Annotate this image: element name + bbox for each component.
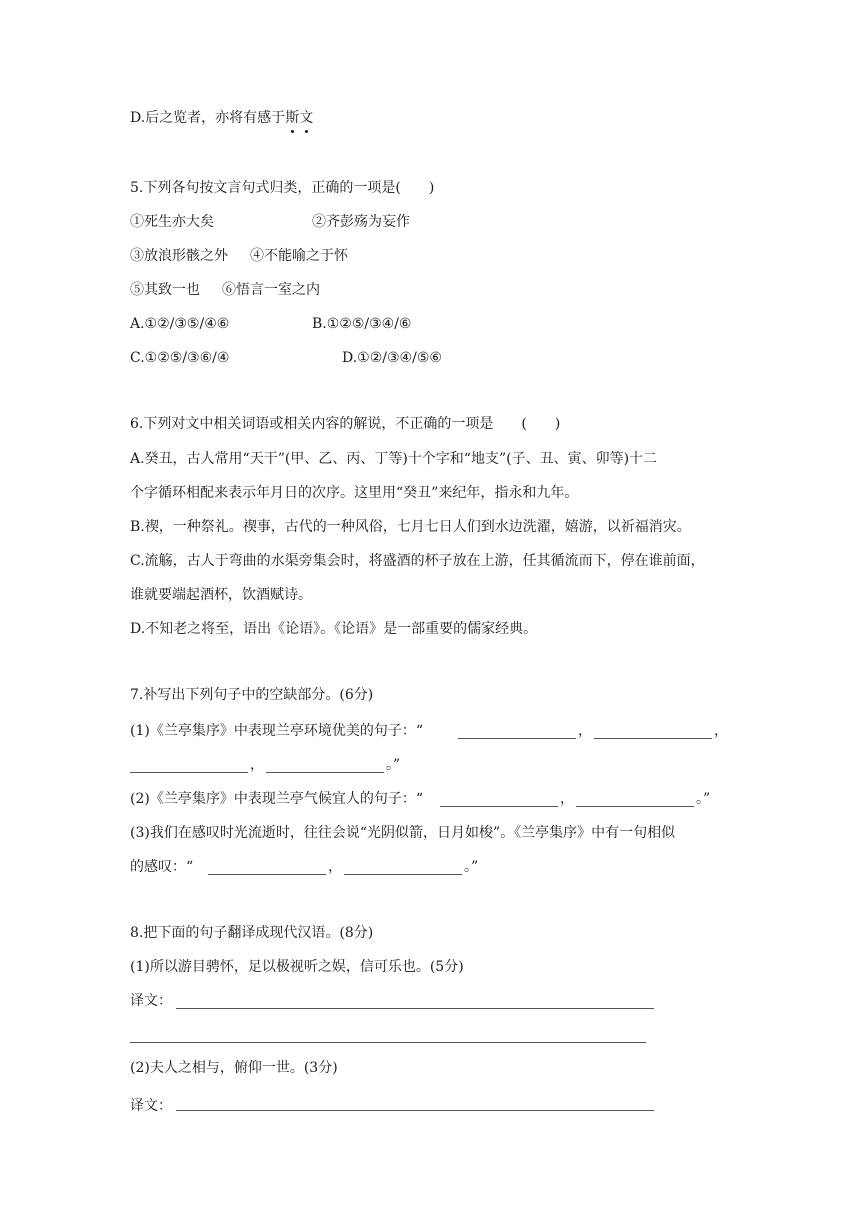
q7-blank-7[interactable] [208, 874, 326, 875]
q8-sentence-1: (1)所以游目骋怀，足以极视听之娱，信可乐也。(5分) [130, 959, 464, 975]
q7-part2-text: (2)《兰亭集序》中表现兰亭气候宜人的句子：“ [130, 791, 423, 807]
q7-blank-6[interactable] [576, 806, 694, 807]
q7-blank-8[interactable] [344, 874, 462, 875]
q4-option-d-text: D.后之览者，亦将有感于 [130, 110, 286, 126]
q7-comma-1: ， [578, 723, 592, 739]
q8-answer-label-1: 译文： [130, 993, 172, 1009]
q7-part3-line-1: (3)我们在感叹时光流逝时，往往会说“光阴似箭，日月如梭”。《兰亭集序》中有一句相似 [130, 825, 676, 841]
q8-answer-line-3[interactable] [176, 1110, 654, 1111]
q7-blank-4[interactable] [266, 772, 384, 773]
q7-end-1: 。” [386, 757, 401, 773]
q5-item-6: ⑥悟言一室之内 [222, 282, 320, 298]
q7-comma-5: ， [328, 859, 342, 875]
q7-blank-1[interactable] [458, 738, 576, 739]
q8-answer-line-2[interactable] [130, 1042, 646, 1043]
q5-item-5: ⑤其致一也 [130, 282, 200, 298]
q7-stem: 7.补写出下列句子中的空缺部分。(6分) [130, 687, 374, 703]
q6-line-3: B.禊，一种祭礼。禊事，古代的一种风俗，七月七日人们到水边洗濯，嬉游，以祈福消灾。 [130, 519, 691, 535]
q7-end-3: 。” [464, 859, 479, 875]
q5-stem: 5.下列各句按文言句式归类，正确的一项是( ) [130, 180, 435, 196]
q5-item-1: ①死生亦大矣 [130, 214, 214, 230]
q5-option-d: D.①②/③④/⑤⑥ [342, 350, 442, 366]
q7-blank-5[interactable] [440, 806, 558, 807]
q7-comma-4: ， [560, 791, 574, 807]
q6-line-5: 谁就要端起酒杯，饮酒赋诗。 [130, 587, 312, 603]
q5-option-a: A.①②/③⑤/④⑥ [130, 316, 230, 332]
q6-line-4: C.流觞，古人于弯曲的水渠旁集会时，将盛酒的杯子放在上游，任其循流而下，停在谁前面， [130, 553, 705, 569]
q8-sentence-2: (2)夫人之相与，俯仰一世。(3分) [130, 1060, 338, 1076]
q7-end-2: 。” [696, 791, 711, 807]
q7-part3-line-2: 的感叹：“ [130, 859, 194, 875]
q5-item-2: ②齐彭殇为妄作 [312, 214, 410, 230]
q7-blank-2[interactable] [594, 738, 712, 739]
q7-part1-text: (1)《兰亭集序》中表现兰亭环境优美的句子：“ [130, 723, 423, 739]
q7-comma-3: ， [250, 757, 264, 773]
q6-line-1: A.癸丑，古人常用“天干”(甲、乙、丙、丁等)十个字和“地支”(子、丑、寅、卯等)十二 [130, 451, 658, 467]
emphasis-char-2: 文 [299, 110, 314, 126]
emphasis-char-1: 斯 [285, 110, 300, 126]
q4-option-d [130, 108, 313, 128]
q6-line-6: D.不知老之将至，语出《论语》。《论语》是一部重要的儒家经典。 [130, 621, 538, 637]
q7-blank-3[interactable] [130, 772, 248, 773]
q6-line-2: 个字循环相配来表示年月日的次序。这里用“癸丑”来纪年，指永和九年。 [130, 485, 579, 501]
q5-option-c: C.①②⑤/③⑥/④ [130, 350, 230, 366]
q5-option-b: B.①②⑤/③④/⑥ [312, 316, 412, 332]
q8-answer-line-1[interactable] [176, 1008, 654, 1009]
q8-stem: 8.把下面的句子翻译成现代汉语。(8分) [130, 925, 374, 941]
q5-item-4: ④不能喻之于怀 [250, 248, 348, 264]
q8-answer-label-2: 译文： [130, 1098, 172, 1114]
q6-stem: 6.下列对文中相关词语或相关内容的解说，不正确的一项是 ( ) [130, 416, 561, 432]
q7-comma-2: ， [714, 723, 728, 739]
q5-item-3: ③放浪形骸之外 [130, 248, 228, 264]
